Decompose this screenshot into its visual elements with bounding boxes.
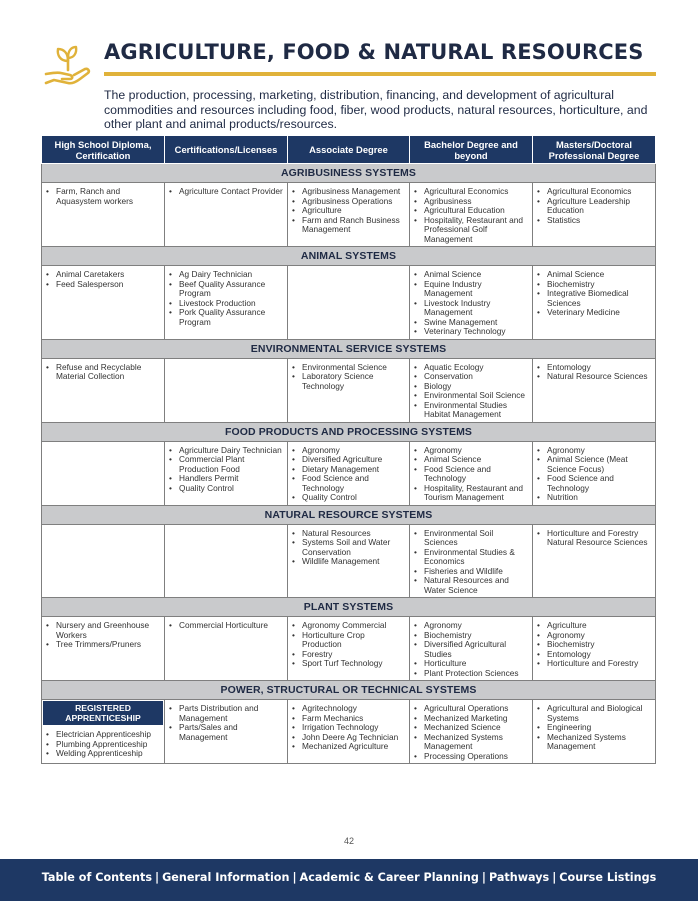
- section-header-row: [42, 339, 656, 358]
- list-item: • Mechanized Systems Management: [536, 733, 652, 752]
- footer-link[interactable]: Academic & Career Planning: [299, 871, 479, 884]
- section-title: FOOD PRODUCTS AND PROCESSING SYSTEMS: [42, 422, 656, 441]
- list-item: • Quality Control: [168, 484, 284, 494]
- list-item: • Agriculture Leadership Education: [536, 197, 652, 216]
- table-cell: [288, 700, 410, 764]
- pathway-list: [413, 529, 529, 596]
- list-item: • Hospitality, Restaurant and Tourism Management: [413, 484, 529, 503]
- table-cell: [42, 441, 165, 505]
- list-item: • Hospitality, Restaurant and Professional Golf Management: [413, 216, 529, 245]
- list-item: • Parts/Sales and Management: [168, 723, 284, 742]
- page-header: [40, 38, 660, 84]
- table-cell: [42, 266, 165, 340]
- section-header-row: [42, 247, 656, 266]
- list-item: • Aquatic Ecology: [413, 363, 529, 373]
- pathway-list: [291, 529, 406, 567]
- pathway-list: [291, 363, 406, 392]
- table-row: [42, 524, 656, 598]
- footer-link[interactable]: Table of Contents: [41, 871, 152, 884]
- list-item: • Dietary Management: [291, 465, 406, 475]
- list-item: • Animal Caretakers: [45, 270, 161, 280]
- table-body: [42, 164, 656, 764]
- list-item: • Veterinary Technology: [413, 327, 529, 337]
- list-item: • Agribusiness Management: [291, 187, 406, 197]
- table-header-row: [42, 136, 656, 164]
- list-item: • Mechanized Agriculture: [291, 742, 406, 752]
- pathway-list: [291, 187, 406, 235]
- list-item: • Agronomy: [536, 631, 652, 641]
- pathway-list: [45, 270, 161, 289]
- list-item: • Swine Management: [413, 318, 529, 328]
- table-row: [42, 183, 656, 247]
- pathway-list: [291, 704, 406, 752]
- list-item: • Quality Control: [291, 493, 406, 503]
- table-cell: [42, 617, 165, 681]
- table-cell: [165, 183, 288, 247]
- table-cell: [288, 441, 410, 505]
- list-item: • Biochemistry: [413, 631, 529, 641]
- table-cell: [165, 617, 288, 681]
- pathway-list: [536, 363, 652, 382]
- pathway-list: [168, 270, 284, 327]
- list-item: • Farm and Ranch Business Management: [291, 216, 406, 235]
- table-cell: [42, 700, 165, 764]
- list-item: • Pork Quality Assurance Program: [168, 308, 284, 327]
- section-header-row: [42, 422, 656, 441]
- list-item: • Food Science and Technology: [536, 474, 652, 493]
- pathway-list: [413, 446, 529, 503]
- list-item: • Livestock Production: [168, 299, 284, 309]
- list-item: • Environmental Soil Sciences: [413, 529, 529, 548]
- list-item: • Electrician Apprenticeship: [45, 730, 161, 740]
- table-row: [42, 441, 656, 505]
- footer-link[interactable]: Course Listings: [559, 871, 657, 884]
- table-cell: [288, 266, 410, 340]
- pathway-list: [536, 187, 652, 225]
- list-item: • Environmental Studies & Economics: [413, 548, 529, 567]
- list-item: • Diversified Agricultural Studies: [413, 640, 529, 659]
- list-item: • Agriculture Dairy Technician: [168, 446, 284, 456]
- list-item: • Beef Quality Assurance Program: [168, 280, 284, 299]
- list-item: • Natural Resource Sciences: [536, 372, 652, 382]
- list-item: • Entomology: [536, 363, 652, 373]
- list-item: • Plant Protection Sciences: [413, 669, 529, 679]
- table-cell: [288, 358, 410, 422]
- footer-link[interactable]: General Information: [162, 871, 290, 884]
- table-cell: [410, 266, 533, 340]
- pathway-list: [413, 363, 529, 420]
- list-item: • Agricultural Economics: [536, 187, 652, 197]
- list-item: • Engineering: [536, 723, 652, 733]
- list-item: • Refuse and Recyclable Material Collection: [45, 363, 161, 382]
- section-header-row: [42, 164, 656, 183]
- col-header-masters: Masters/Doctoral Professional Degree: [533, 136, 656, 164]
- hand-holding-plant-icon: [42, 42, 92, 90]
- table-cell: [165, 358, 288, 422]
- apprenticeship-badge: REGISTERED APPRENTICESHIP: [43, 701, 163, 725]
- col-header-high-school: High School Diploma, Certification: [42, 136, 165, 164]
- table-cell: [410, 617, 533, 681]
- section-title: AGRIBUSINESS SYSTEMS: [42, 164, 656, 183]
- list-item: • John Deere Ag Technician: [291, 733, 406, 743]
- list-item: • Agriculture: [536, 621, 652, 631]
- table-cell: [410, 441, 533, 505]
- list-item: • Horticulture Crop Production: [291, 631, 406, 650]
- list-item: • Tree Trimmers/Pruners: [45, 640, 161, 650]
- section-header-row: [42, 505, 656, 524]
- table-row: [42, 700, 656, 764]
- list-item: • Laboratory Science Technology: [291, 372, 406, 391]
- pathway-list: [45, 730, 161, 759]
- list-item: • Wildlife Management: [291, 557, 406, 567]
- table-cell: [533, 358, 656, 422]
- table-cell: [533, 617, 656, 681]
- pathway-list: [168, 446, 284, 494]
- table-cell: [165, 524, 288, 598]
- list-item: • Commercial Plant Production Food: [168, 455, 284, 474]
- list-item: • Irrigation Technology: [291, 723, 406, 733]
- table-cell: [165, 700, 288, 764]
- pathway-list: [536, 529, 652, 548]
- pathway-list: [536, 621, 652, 669]
- list-item: • Farm Mechanics: [291, 714, 406, 724]
- list-item: • Agribusiness Operations: [291, 197, 406, 207]
- table-cell: [165, 266, 288, 340]
- pathway-list: [536, 446, 652, 503]
- list-item: • Sport Turf Technology: [291, 659, 406, 669]
- list-item: • Agronomy: [413, 621, 529, 631]
- table-cell: [533, 700, 656, 764]
- pathway-list: [291, 621, 406, 669]
- section-header-row: [42, 681, 656, 700]
- section-title: ENVIRONMENTAL SERVICE SYSTEMS: [42, 339, 656, 358]
- list-item: • Mechanized Science: [413, 723, 529, 733]
- list-item: • Agricultural Education: [413, 206, 529, 216]
- section-title: PLANT SYSTEMS: [42, 598, 656, 617]
- list-item: • Natural Resources and Water Science: [413, 576, 529, 595]
- pathway-list: [413, 187, 529, 244]
- section-title: NATURAL RESOURCE SYSTEMS: [42, 505, 656, 524]
- page-number: 42: [343, 836, 354, 846]
- col-header-certifications: Certifications/Licenses: [165, 136, 288, 164]
- career-pathways-table: [41, 135, 656, 764]
- list-item: • Farm, Ranch and Aquasystem workers: [45, 187, 161, 206]
- pathway-list: [168, 187, 284, 197]
- list-item: • Agritechnology: [291, 704, 406, 714]
- footer-separator: |: [155, 871, 160, 884]
- list-item: • Plumbing Apprenticeship: [45, 740, 161, 750]
- footer-separator: |: [552, 871, 557, 884]
- list-item: • Nutrition: [536, 493, 652, 503]
- pathway-list: [291, 446, 406, 503]
- page-title: AGRICULTURE, FOOD & NATURAL RESOURCES: [104, 40, 644, 64]
- list-item: • Welding Apprenticeship: [45, 749, 161, 759]
- list-item: • Animal Science: [413, 270, 529, 280]
- list-item: • Fisheries and Wildlife: [413, 567, 529, 577]
- list-item: • Animal Science (Meat Science Focus): [536, 455, 652, 474]
- pathway-list: [168, 621, 284, 631]
- list-item: • Parts Distribution and Management: [168, 704, 284, 723]
- table-cell: [288, 617, 410, 681]
- pathway-list: [536, 704, 652, 752]
- list-item: • Agricultural Economics: [413, 187, 529, 197]
- table-cell: [42, 524, 165, 598]
- intro-paragraph: The production, processing, marketing, distribution, financing, and development of agricultural commodities and resources including food, fiber, wood products, natural resources, horticulture, and other plant and animal products/resources.: [104, 88, 648, 131]
- pathway-list: [45, 621, 161, 650]
- list-item: • Integrative Biomedical Sciences: [536, 289, 652, 308]
- table-cell: [533, 524, 656, 598]
- list-item: • Ag Dairy Technician: [168, 270, 284, 280]
- table-cell: [165, 441, 288, 505]
- list-item: • Veterinary Medicine: [536, 308, 652, 318]
- list-item: • Feed Salesperson: [45, 280, 161, 290]
- section-title: ANIMAL SYSTEMS: [42, 247, 656, 266]
- list-item: • Horticulture and Forestry: [536, 659, 652, 669]
- list-item: • Animal Science: [536, 270, 652, 280]
- pathway-list: [536, 270, 652, 318]
- list-item: • Agronomy: [291, 446, 406, 456]
- list-item: • Food Science and Technology: [291, 474, 406, 493]
- list-item: • Biochemistry: [536, 640, 652, 650]
- list-item: • Horticulture and Forestry Natural Resource Sciences: [536, 529, 652, 548]
- list-item: • Handlers Permit: [168, 474, 284, 484]
- table-cell: [410, 183, 533, 247]
- list-item: • Agronomy: [536, 446, 652, 456]
- pathway-list: [413, 704, 529, 761]
- section-title: POWER, STRUCTURAL OR TECHNICAL SYSTEMS: [42, 681, 656, 700]
- table-cell: [533, 266, 656, 340]
- list-item: • Animal Science: [413, 455, 529, 465]
- list-item: • Agronomy: [413, 446, 529, 456]
- table-cell: [288, 183, 410, 247]
- footer-link[interactable]: Pathways: [488, 871, 550, 884]
- list-item: • Conservation: [413, 372, 529, 382]
- pathway-list: [45, 363, 161, 382]
- col-header-associate: Associate Degree: [288, 136, 410, 164]
- table-row: [42, 358, 656, 422]
- col-header-bachelor: Bachelor Degree and beyond: [410, 136, 533, 164]
- table-row: [42, 266, 656, 340]
- footer-separator: |: [481, 871, 486, 884]
- list-item: • Agricultural and Biological Systems: [536, 704, 652, 723]
- list-item: • Agronomy Commercial: [291, 621, 406, 631]
- list-item: • Entomology: [536, 650, 652, 660]
- title-underline: [104, 72, 656, 76]
- list-item: • Biochemistry: [536, 280, 652, 290]
- list-item: • Environmental Science: [291, 363, 406, 373]
- table-cell: [533, 441, 656, 505]
- section-header-row: [42, 598, 656, 617]
- list-item: • Food Science and Technology: [413, 465, 529, 484]
- list-item: • Agriculture Contact Provider: [168, 187, 284, 197]
- list-item: • Nursery and Greenhouse Workers: [45, 621, 161, 640]
- list-item: • Environmental Studies Habitat Management: [413, 401, 529, 420]
- table-cell: [410, 358, 533, 422]
- table-cell: [42, 183, 165, 247]
- list-item: • Agribusiness: [413, 197, 529, 207]
- list-item: • Livestock Industry Management: [413, 299, 529, 318]
- list-item: • Equine Industry Management: [413, 280, 529, 299]
- table-row: [42, 617, 656, 681]
- list-item: • Forestry: [291, 650, 406, 660]
- list-item: • Mechanized Systems Management: [413, 733, 529, 752]
- table-cell: [533, 183, 656, 247]
- table-cell: [288, 524, 410, 598]
- list-item: • Systems Soil and Water Conservation: [291, 538, 406, 557]
- list-item: • Diversified Agriculture: [291, 455, 406, 465]
- list-item: • Natural Resources: [291, 529, 406, 539]
- pathway-list: [413, 621, 529, 678]
- footer-nav: [0, 859, 698, 901]
- pathway-list: [45, 187, 161, 206]
- list-item: • Environmental Soil Science: [413, 391, 529, 401]
- list-item: • Processing Operations: [413, 752, 529, 762]
- list-item: • Statistics: [536, 216, 652, 226]
- list-item: • Biology: [413, 382, 529, 392]
- list-item: • Agriculture: [291, 206, 406, 216]
- list-item: • Commercial Horticulture: [168, 621, 284, 631]
- table-cell: [410, 524, 533, 598]
- list-item: • Horticulture: [413, 659, 529, 669]
- list-item: • Agricultural Operations: [413, 704, 529, 714]
- table-cell: [42, 358, 165, 422]
- pathway-list: [168, 704, 284, 742]
- table-cell: [410, 700, 533, 764]
- list-item: • Mechanized Marketing: [413, 714, 529, 724]
- pathway-list: [413, 270, 529, 337]
- footer-separator: |: [292, 871, 297, 884]
